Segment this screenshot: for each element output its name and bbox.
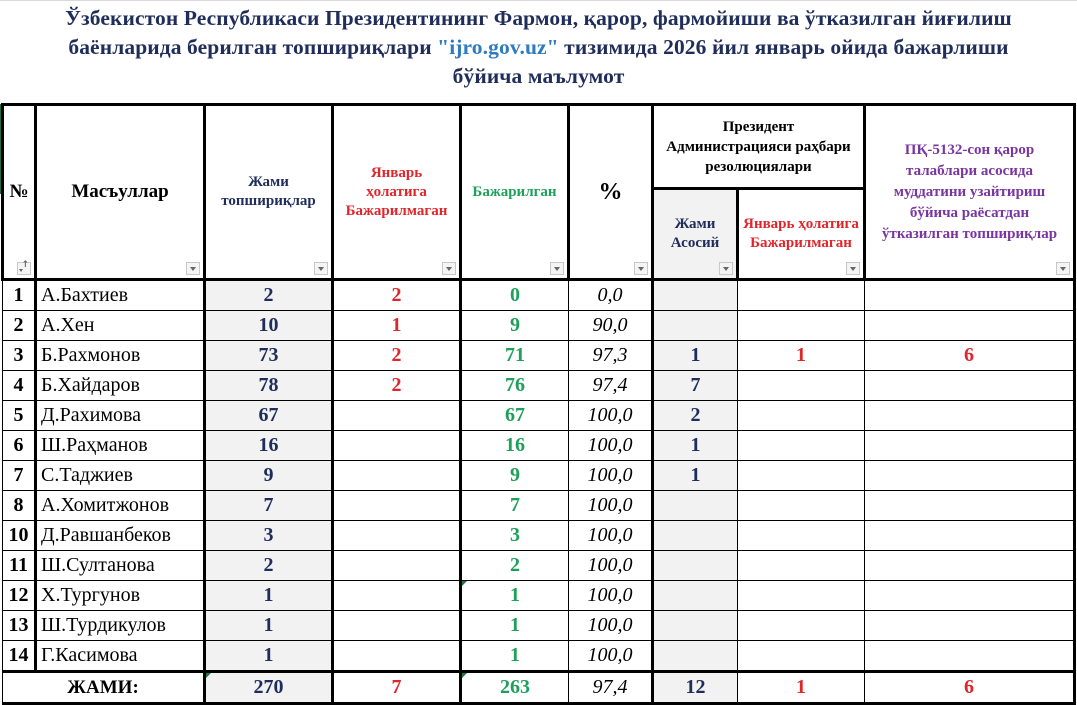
pk-cell[interactable] [865, 611, 1075, 641]
header-responsible-label: Масъуллар [71, 181, 169, 202]
header-admin-total-label: Жами Асосий [670, 216, 720, 251]
pk-cell[interactable] [865, 371, 1075, 401]
done-cell[interactable]: 0 [461, 280, 569, 311]
row-number[interactable]: 8 [3, 491, 36, 521]
not-done-cell[interactable]: 2 [333, 371, 461, 401]
pk-cell[interactable] [865, 280, 1075, 311]
pk-cell[interactable] [865, 431, 1075, 461]
totals-done[interactable] [461, 672, 569, 704]
responsible-name[interactable]: А.Хен [36, 311, 205, 341]
responsible-name[interactable]: А.Бахтиев [36, 280, 205, 311]
error-indicator-icon [462, 581, 467, 586]
done-cell[interactable]: 2 [461, 551, 569, 581]
filter-dropdown-icon[interactable] [314, 262, 328, 275]
row-number[interactable]: 13 [3, 611, 36, 641]
done-cell[interactable]: 16 [461, 431, 569, 461]
done-cell[interactable]: 1 [461, 641, 569, 672]
table-row [3, 581, 1075, 611]
responsible-name[interactable]: С.Таджиев [36, 461, 205, 491]
filter-dropdown-icon[interactable] [1056, 262, 1070, 275]
totals-pk[interactable]: 6 [865, 672, 1075, 704]
table-row [3, 521, 1075, 551]
responsible-name[interactable]: Ш.Раҳманов [36, 431, 205, 461]
responsible-name[interactable]: Б.Рахмонов [36, 341, 205, 371]
header-num [3, 105, 36, 280]
row-number[interactable]: 14 [3, 641, 36, 672]
totals-admin-not-done[interactable]: 1 [738, 672, 865, 704]
not-done-cell[interactable] [333, 551, 461, 581]
table-row [3, 491, 1075, 521]
admin-not-done-cell[interactable] [738, 280, 865, 311]
pk-cell[interactable] [865, 521, 1075, 551]
header-pk-extended-label: ПҚ-5132-сон қарор талаблари асосида муддатини узайтириш бўйича раёсатдан ўтказилган топшириқлар [881, 141, 1058, 242]
row-number[interactable]: 6 [3, 431, 36, 461]
percent-cell[interactable]: 97,4 [569, 371, 653, 401]
pk-cell[interactable] [865, 461, 1075, 491]
not-done-cell[interactable] [333, 491, 461, 521]
header-pk-extended [865, 105, 1075, 280]
percent-cell[interactable]: 90,0 [569, 311, 653, 341]
totals-row [3, 672, 1075, 704]
pk-cell[interactable] [865, 581, 1075, 611]
total-tasks-cell[interactable]: 67 [205, 401, 333, 431]
responsible-name[interactable]: Д.Рахимова [36, 401, 205, 431]
header-admin-total [653, 189, 738, 280]
tasks-table [1, 103, 1076, 705]
header-percent [569, 105, 653, 280]
percent-cell[interactable]: 100,0 [569, 431, 653, 461]
percent-cell[interactable]: 100,0 [569, 491, 653, 521]
row-number[interactable]: 3 [3, 341, 36, 371]
header-total-tasks-label: Жами топшириқлар [221, 174, 316, 209]
title-line-1: Ўзбекистон Республикаси Президентининг Фармон, қарор, фармойиши ва ўтказилган йиғилиш [65, 6, 1012, 30]
header-responsible [36, 105, 205, 280]
percent-cell[interactable]: 97,3 [569, 341, 653, 371]
table-row [3, 311, 1075, 341]
title-line-2 [0, 33, 1077, 62]
filter-dropdown-icon[interactable] [442, 262, 456, 275]
sort-ascending-filter-icon[interactable] [17, 262, 31, 275]
table-row [3, 401, 1075, 431]
pk-cell[interactable]: 6 [865, 341, 1075, 371]
pk-cell[interactable] [865, 551, 1075, 581]
admin-total-cell[interactable]: 2 [653, 401, 738, 431]
pk-cell[interactable] [865, 491, 1075, 521]
totals-percent[interactable]: 97,4 [569, 672, 653, 704]
pk-cell[interactable] [865, 401, 1075, 431]
total-tasks-cell[interactable]: 2 [205, 551, 333, 581]
sheet-gridline [0, 0, 1077, 1]
done-cell[interactable]: 9 [461, 461, 569, 491]
done-cell[interactable]: 1 [461, 611, 569, 641]
admin-not-done-cell[interactable] [738, 551, 865, 581]
admin-not-done-cell[interactable] [738, 521, 865, 551]
total-tasks-cell[interactable]: 7 [205, 491, 333, 521]
percent-cell[interactable]: 100,0 [569, 641, 653, 672]
title-line-2-text: баёнларида берилган топшириқлари [68, 35, 438, 59]
filter-dropdown-icon[interactable] [550, 262, 564, 275]
done-cell[interactable]: 3 [461, 521, 569, 551]
done-cell[interactable]: 76 [461, 371, 569, 401]
totals-not-done-value: 7 [391, 676, 402, 698]
admin-total-cell[interactable] [653, 581, 738, 611]
row-number[interactable]: 5 [3, 401, 36, 431]
total-tasks-cell[interactable]: 3 [205, 521, 333, 551]
responsible-name[interactable]: Б.Хайдаров [36, 371, 205, 401]
header-jan-not-done [333, 105, 461, 280]
title-line-2-tail: тизимида 2026 йил январь ойида бажарлиши [558, 35, 1009, 59]
row-number[interactable]: 7 [3, 461, 36, 491]
admin-total-cell[interactable] [653, 280, 738, 311]
table-row [3, 431, 1075, 461]
not-done-cell[interactable]: 2 [333, 341, 461, 371]
totals-not-done[interactable] [333, 672, 461, 704]
percent-cell[interactable]: 100,0 [569, 551, 653, 581]
admin-total-cell[interactable] [653, 611, 738, 641]
table-row [3, 371, 1075, 401]
total-tasks-cell[interactable]: 9 [205, 461, 333, 491]
filter-dropdown-icon[interactable] [186, 262, 200, 275]
admin-total-cell[interactable] [653, 491, 738, 521]
responsible-name[interactable]: Ш.Султанова [36, 551, 205, 581]
done-cell[interactable]: 7 [461, 491, 569, 521]
admin-total-cell[interactable]: 1 [653, 461, 738, 491]
row-number[interactable]: 4 [3, 371, 36, 401]
total-tasks-cell[interactable]: 10 [205, 311, 333, 341]
totals-total-tasks[interactable] [205, 672, 333, 704]
row-number[interactable]: 10 [3, 521, 36, 551]
table-row [3, 641, 1075, 672]
not-done-cell[interactable] [333, 401, 461, 431]
header-done-label: Бажарилган [472, 183, 557, 200]
totals-done-value: 263 [500, 676, 530, 698]
header-percent-label: % [598, 178, 623, 205]
percent-cell[interactable]: 0,0 [569, 280, 653, 311]
admin-not-done-cell[interactable] [738, 311, 865, 341]
row-number[interactable]: 12 [3, 581, 36, 611]
percent-cell[interactable]: 100,0 [569, 521, 653, 551]
admin-total-cell[interactable]: 7 [653, 371, 738, 401]
not-done-cell[interactable] [333, 581, 461, 611]
error-indicator-icon [206, 673, 211, 678]
percent-cell[interactable]: 100,0 [569, 581, 653, 611]
admin-not-done-cell[interactable] [738, 371, 865, 401]
filter-dropdown-icon[interactable] [719, 262, 733, 275]
responsible-name[interactable]: Х.Тургунов [36, 581, 205, 611]
admin-not-done-cell[interactable]: 1 [738, 341, 865, 371]
table-row [3, 280, 1075, 311]
total-tasks-cell[interactable]: 2 [205, 280, 333, 311]
total-tasks-cell[interactable]: 16 [205, 431, 333, 461]
header-admin-jan-not-done [738, 189, 865, 280]
header-admin-jan-not-done-label: Январь ҳолатига Бажарилмаган [743, 216, 859, 251]
percent-cell[interactable]: 100,0 [569, 611, 653, 641]
not-done-cell[interactable]: 1 [333, 311, 461, 341]
admin-not-done-cell[interactable] [738, 431, 865, 461]
total-tasks-cell[interactable]: 1 [205, 581, 333, 611]
error-indicator-icon [462, 673, 467, 678]
admin-not-done-cell[interactable] [738, 401, 865, 431]
done-value: 1 [510, 584, 520, 606]
header-admin-group [653, 105, 865, 189]
table-row [3, 611, 1075, 641]
pk-cell[interactable] [865, 311, 1075, 341]
pk-cell[interactable] [865, 641, 1075, 672]
responsible-name[interactable]: Д.Равшанбеков [36, 521, 205, 551]
done-cell[interactable]: 67 [461, 401, 569, 431]
header-total-tasks [205, 105, 333, 280]
percent-cell[interactable]: 100,0 [569, 401, 653, 431]
admin-not-done-cell[interactable] [738, 491, 865, 521]
totals-admin-total[interactable]: 12 [653, 672, 738, 704]
table-row [3, 551, 1075, 581]
done-cell[interactable] [461, 581, 569, 611]
admin-not-done-cell[interactable] [738, 461, 865, 491]
total-tasks-cell[interactable]: 78 [205, 371, 333, 401]
admin-total-cell[interactable]: 1 [653, 431, 738, 461]
filter-dropdown-icon[interactable] [634, 262, 648, 275]
admin-total-cell[interactable] [653, 551, 738, 581]
responsible-name[interactable]: А.Хомитжонов [36, 491, 205, 521]
row-number[interactable]: 1 [3, 280, 36, 311]
header-admin-group-label: Президент Администрацияси раҳбари резолюциялари [666, 118, 851, 175]
done-cell[interactable]: 9 [461, 311, 569, 341]
totals-total-value: 270 [253, 676, 284, 698]
not-done-cell[interactable] [333, 521, 461, 551]
filter-dropdown-icon[interactable] [846, 262, 860, 275]
table-row [3, 341, 1075, 371]
totals-label[interactable]: ЖАМИ: [3, 672, 205, 704]
row-number[interactable]: 11 [3, 551, 36, 581]
admin-total-cell[interactable] [653, 641, 738, 672]
ijro-link[interactable]: "ijro.gov.uz" [437, 35, 559, 59]
table-row [3, 461, 1075, 491]
total-tasks-cell[interactable]: 1 [205, 641, 333, 672]
responsible-name[interactable]: Ш.Турдикулов [36, 611, 205, 641]
not-done-cell[interactable]: 2 [333, 280, 461, 311]
responsible-name[interactable]: Г.Касимова [36, 641, 205, 672]
not-done-cell[interactable] [333, 641, 461, 672]
admin-not-done-cell[interactable] [738, 611, 865, 641]
admin-not-done-cell[interactable] [738, 641, 865, 672]
header-num-label: № [9, 181, 29, 202]
not-done-cell[interactable] [333, 431, 461, 461]
title-line-3: бўйича маълумот [452, 64, 625, 88]
not-done-cell[interactable] [333, 611, 461, 641]
percent-cell[interactable]: 100,0 [569, 461, 653, 491]
report-title [0, 4, 1077, 91]
total-tasks-cell[interactable]: 73 [205, 341, 333, 371]
admin-total-cell[interactable] [653, 521, 738, 551]
admin-total-cell[interactable]: 1 [653, 341, 738, 371]
admin-not-done-cell[interactable] [738, 581, 865, 611]
done-cell[interactable]: 71 [461, 341, 569, 371]
row-number[interactable]: 2 [3, 311, 36, 341]
admin-total-cell[interactable] [653, 311, 738, 341]
not-done-cell[interactable] [333, 461, 461, 491]
header-jan-not-done-label: Январь ҳолатига Бажарилмаган [345, 164, 448, 219]
header-done [461, 105, 569, 280]
total-tasks-cell[interactable]: 1 [205, 611, 333, 641]
